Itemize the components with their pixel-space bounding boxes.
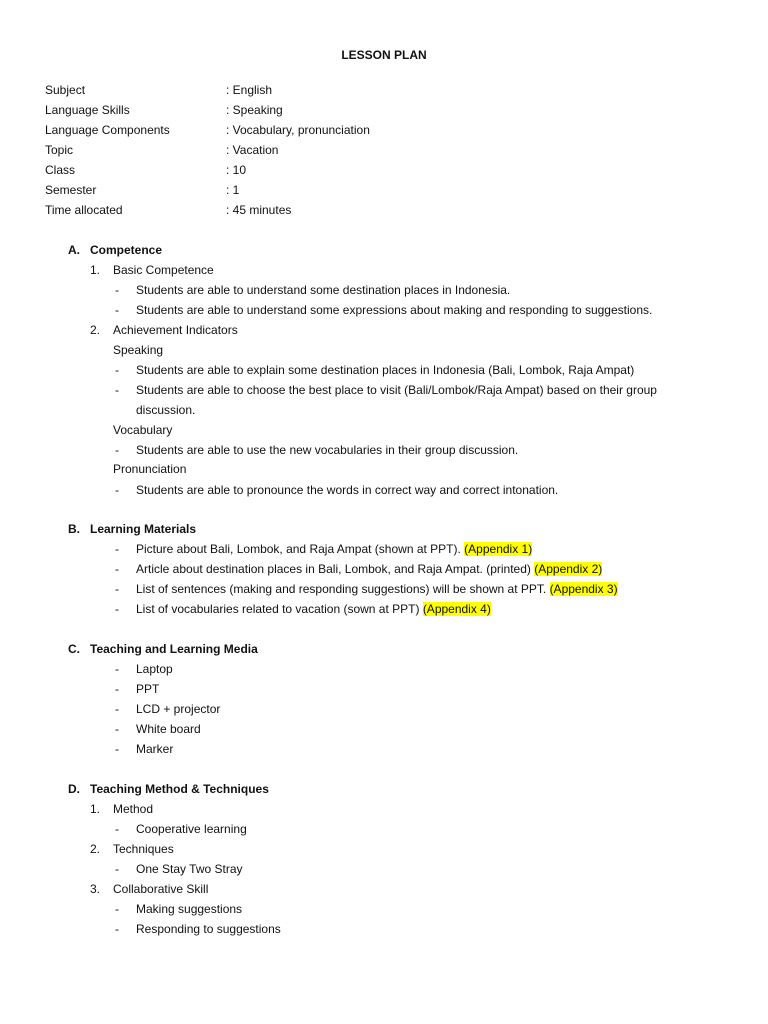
list-item <box>0 580 768 598</box>
bullet-dash: - <box>115 702 119 716</box>
info-label: Language Components <box>45 123 170 137</box>
bullet-dash: - <box>115 742 119 756</box>
list-item-text: Laptop <box>136 662 173 676</box>
list-item-text: Making suggestions <box>136 902 243 916</box>
info-label: Time allocated <box>45 203 123 217</box>
list-item <box>0 381 768 399</box>
subsection-number: 1. <box>90 802 101 816</box>
subsection-title: Techniques <box>113 842 174 856</box>
section-heading <box>0 640 768 658</box>
list-item <box>0 860 768 878</box>
section-heading <box>0 780 768 798</box>
list-item-text: Marker <box>136 742 174 756</box>
material-text: List of vocabularies related to vacation (sown at PPT) <box>136 602 423 616</box>
list-item <box>0 560 768 578</box>
info-value: : 1 <box>226 183 240 197</box>
list-item-text: Students are able to use the new vocabularies in their group discussion. <box>136 443 519 457</box>
info-label: Topic <box>45 143 74 157</box>
list-item-text: LCD + projector <box>136 702 221 716</box>
list-item-text: Students are able to pronounce the words in correct way and correct intonation. <box>136 483 559 497</box>
indicator-heading-pronunciation <box>0 460 768 478</box>
list-item-text: White board <box>136 722 201 736</box>
info-value: : English <box>226 83 273 97</box>
list-item <box>0 720 768 738</box>
subsection-heading <box>0 800 768 818</box>
list-item <box>0 920 768 938</box>
subsection-number: 3. <box>90 882 101 896</box>
bullet-dash: - <box>115 443 119 457</box>
bullet-dash: - <box>115 542 119 556</box>
section-letter: B. <box>68 522 80 536</box>
bullet-dash: - <box>115 363 119 377</box>
list-item-text <box>136 580 618 598</box>
list-item-text <box>136 540 532 558</box>
section-title: Competence <box>90 243 163 257</box>
list-item <box>0 740 768 758</box>
list-item-text: Students are able to explain some destination places in Indonesia (Bali, Lombok, Raja Ampat) <box>136 363 635 377</box>
subsection-title: Collaborative Skill <box>113 882 209 896</box>
bullet-dash: - <box>115 303 119 317</box>
list-item <box>0 481 768 499</box>
list-item <box>0 301 768 319</box>
list-item-text: Responding to suggestions <box>136 922 281 936</box>
subsection-heading <box>0 321 768 339</box>
indicator-heading-speaking <box>0 341 768 359</box>
subsection-heading <box>0 880 768 898</box>
list-item <box>0 361 768 379</box>
list-item <box>0 540 768 558</box>
bullet-dash: - <box>115 582 119 596</box>
info-value: : Vacation <box>226 143 279 157</box>
subsection-heading <box>0 261 768 279</box>
appendix-highlight: (Appendix 1) <box>464 542 533 556</box>
info-label: Class <box>45 163 76 177</box>
list-item-text: Cooperative learning <box>136 822 247 836</box>
list-item <box>0 820 768 838</box>
list-item-continuation <box>0 401 768 419</box>
bullet-dash: - <box>115 722 119 736</box>
indicator-heading: Pronunciation <box>113 462 187 476</box>
bullet-dash: - <box>115 562 119 576</box>
bullet-dash: - <box>115 662 119 676</box>
list-item <box>0 700 768 718</box>
list-item-text: One Stay Two Stray <box>136 862 243 876</box>
appendix-highlight: (Appendix 2) <box>534 562 603 576</box>
list-item <box>0 441 768 459</box>
material-text: Article about destination places in Bali, Lombok, and Raja Ampat. (printed) <box>136 562 535 576</box>
indicator-heading: Vocabulary <box>113 423 173 437</box>
list-item <box>0 680 768 698</box>
section-title: Teaching and Learning Media <box>90 642 258 656</box>
subsection-title: Method <box>113 802 154 816</box>
info-value: : 10 <box>226 163 247 177</box>
bullet-dash: - <box>115 483 119 497</box>
subsection-number: 1. <box>90 263 101 277</box>
indicator-heading: Speaking <box>113 343 164 357</box>
section-heading <box>0 520 768 538</box>
list-item-text: PPT <box>136 682 160 696</box>
info-label: Subject <box>45 83 86 97</box>
subsection-heading <box>0 840 768 858</box>
indicator-heading-vocabulary <box>0 421 768 439</box>
list-item-text: discussion. <box>136 403 196 417</box>
list-item-text <box>136 560 602 578</box>
bullet-dash: - <box>115 682 119 696</box>
bullet-dash: - <box>115 383 119 397</box>
bullet-dash: - <box>115 602 119 616</box>
subsection-number: 2. <box>90 842 101 856</box>
info-label: Semester <box>45 183 97 197</box>
bullet-dash: - <box>115 902 119 916</box>
info-value: : Speaking <box>226 103 283 117</box>
list-item-text: Students are able to understand some expressions about making and responding to suggestions. <box>136 303 653 317</box>
list-item <box>0 281 768 299</box>
appendix-highlight: (Appendix 4) <box>422 602 491 616</box>
bullet-dash: - <box>115 822 119 836</box>
section-letter: A. <box>68 243 80 257</box>
bullet-dash: - <box>115 862 119 876</box>
list-item <box>0 600 768 618</box>
material-text: Picture about Bali, Lombok, and Raja Ampat (shown at PPT). <box>136 542 465 556</box>
info-value: : 45 minutes <box>226 203 292 217</box>
list-item <box>0 900 768 918</box>
section-title: Learning Materials <box>90 522 197 536</box>
subsection-number: 2. <box>90 323 101 337</box>
info-label: Language Skills <box>45 103 130 117</box>
bullet-dash: - <box>115 283 119 297</box>
section-letter: C. <box>68 642 80 656</box>
subsection-title: Achievement Indicators <box>113 323 238 337</box>
section-heading <box>0 241 768 259</box>
list-item-text: Students are able to understand some destination places in Indonesia. <box>136 283 511 297</box>
page-title: LESSON PLAN <box>341 48 427 62</box>
appendix-highlight: (Appendix 3) <box>549 582 618 596</box>
section-title: Teaching Method & Techniques <box>90 782 269 796</box>
list-item <box>0 660 768 678</box>
subsection-title: Basic Competence <box>113 263 214 277</box>
material-text: List of sentences (making and responding suggestions) will be shown at PPT. <box>136 582 550 596</box>
bullet-dash: - <box>115 922 119 936</box>
info-value: : Vocabulary, pronunciation <box>226 123 370 137</box>
list-item-text <box>136 600 491 618</box>
section-letter: D. <box>68 782 80 796</box>
list-item-text: Students are able to choose the best place to visit (Bali/Lombok/Raja Ampat) based on their group <box>136 383 657 397</box>
